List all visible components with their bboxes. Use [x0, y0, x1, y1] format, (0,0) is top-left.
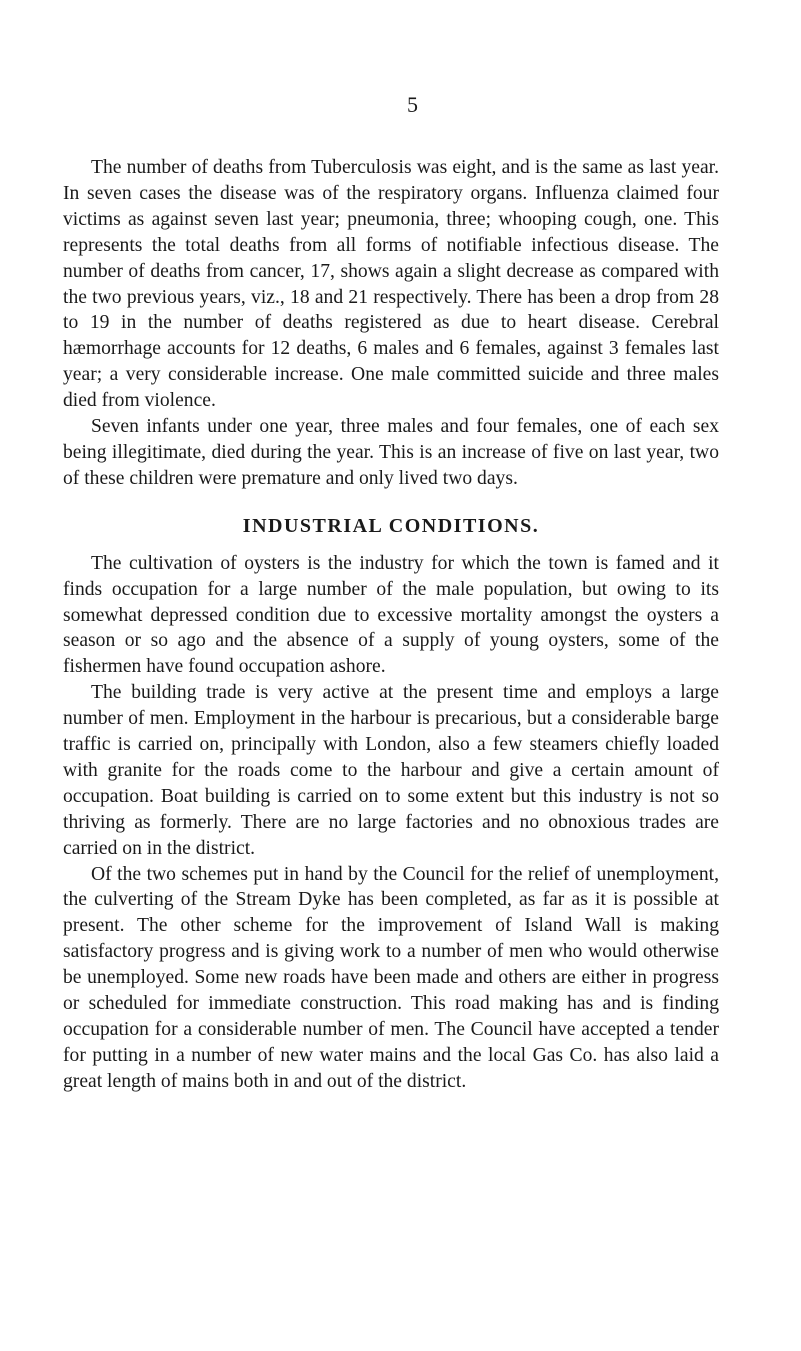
document-body: [63, 155, 719, 1095]
paragraph-mortality: The number of deaths from Tuberculosis was eight, and is the same as last year. In seven cases the disease was of the respiratory organs. Influenza claimed four victims as against seven last year; pneumonia, three; whooping cough, one. This represents the total deaths from all forms of notifiable infectious disease. The number of deaths from cancer, 17, shows again a slight decrease as compared with the two previous years, viz., 18 and 21 respectively. There has been a drop from 28 to 19 in the number of deaths registered as due to heart disease. Cerebral hæmorrhage accounts for 12 deaths, 6 males and 6 females, against 3 females last year; a very considerable increase. One male committed suicide and three males died from violence.: [63, 157, 719, 412]
paragraph-infant-deaths: Seven infants under one year, three males and four females, one of each sex being illegitimate, died during the year. This is an increase of five on last year, two of these children were premature and only lived two days.: [63, 416, 719, 489]
paragraph-building-trade: The building trade is very active at the present time and employs a large number of men. Employment in the harbour is precarious, but a considerable barge traffic is carried on, principally with London, also a few steamers chiefly loaded with granite for the roads come to the harbour and give a certain amount of occupation. Boat building is carried on to some extent but this industry is not so thriving as formerly. There are no large factories and no obnoxious trades are carried on in the district.: [63, 682, 719, 859]
page-number: 5: [407, 92, 418, 117]
section-heading-industrial-conditions: INDUSTRIAL CONDITIONS.: [242, 514, 540, 537]
paragraph-oyster-industry: The cultivation of oysters is the industry for which the town is famed and it finds occupation for a large number of the male population, but owing to its somewhat depressed condition due to excessive mortality amongst the oysters a season or so ago and the absence of a supply of young oysters, some of the fishermen have found occupation ashore.: [63, 552, 719, 678]
paragraph-unemployment-schemes: Of the two schemes put in hand by the Council for the relief of unemployment, the culverting of the Stream Dyke has been completed, as far as it is possible at present. The other scheme for the improvement of Island Wall is making satisfactory progress and is giving work to a number of men who would otherwise be unemployed. Some new roads have been made and others are either in progress or scheduled for immediate construction. This road making has and is finding occupation for a considerable number of men. The Council have accepted a tender for putting in a number of new water mains and the local Gas Co. has also laid a great length of mains both in and out of the district.: [63, 863, 719, 1092]
